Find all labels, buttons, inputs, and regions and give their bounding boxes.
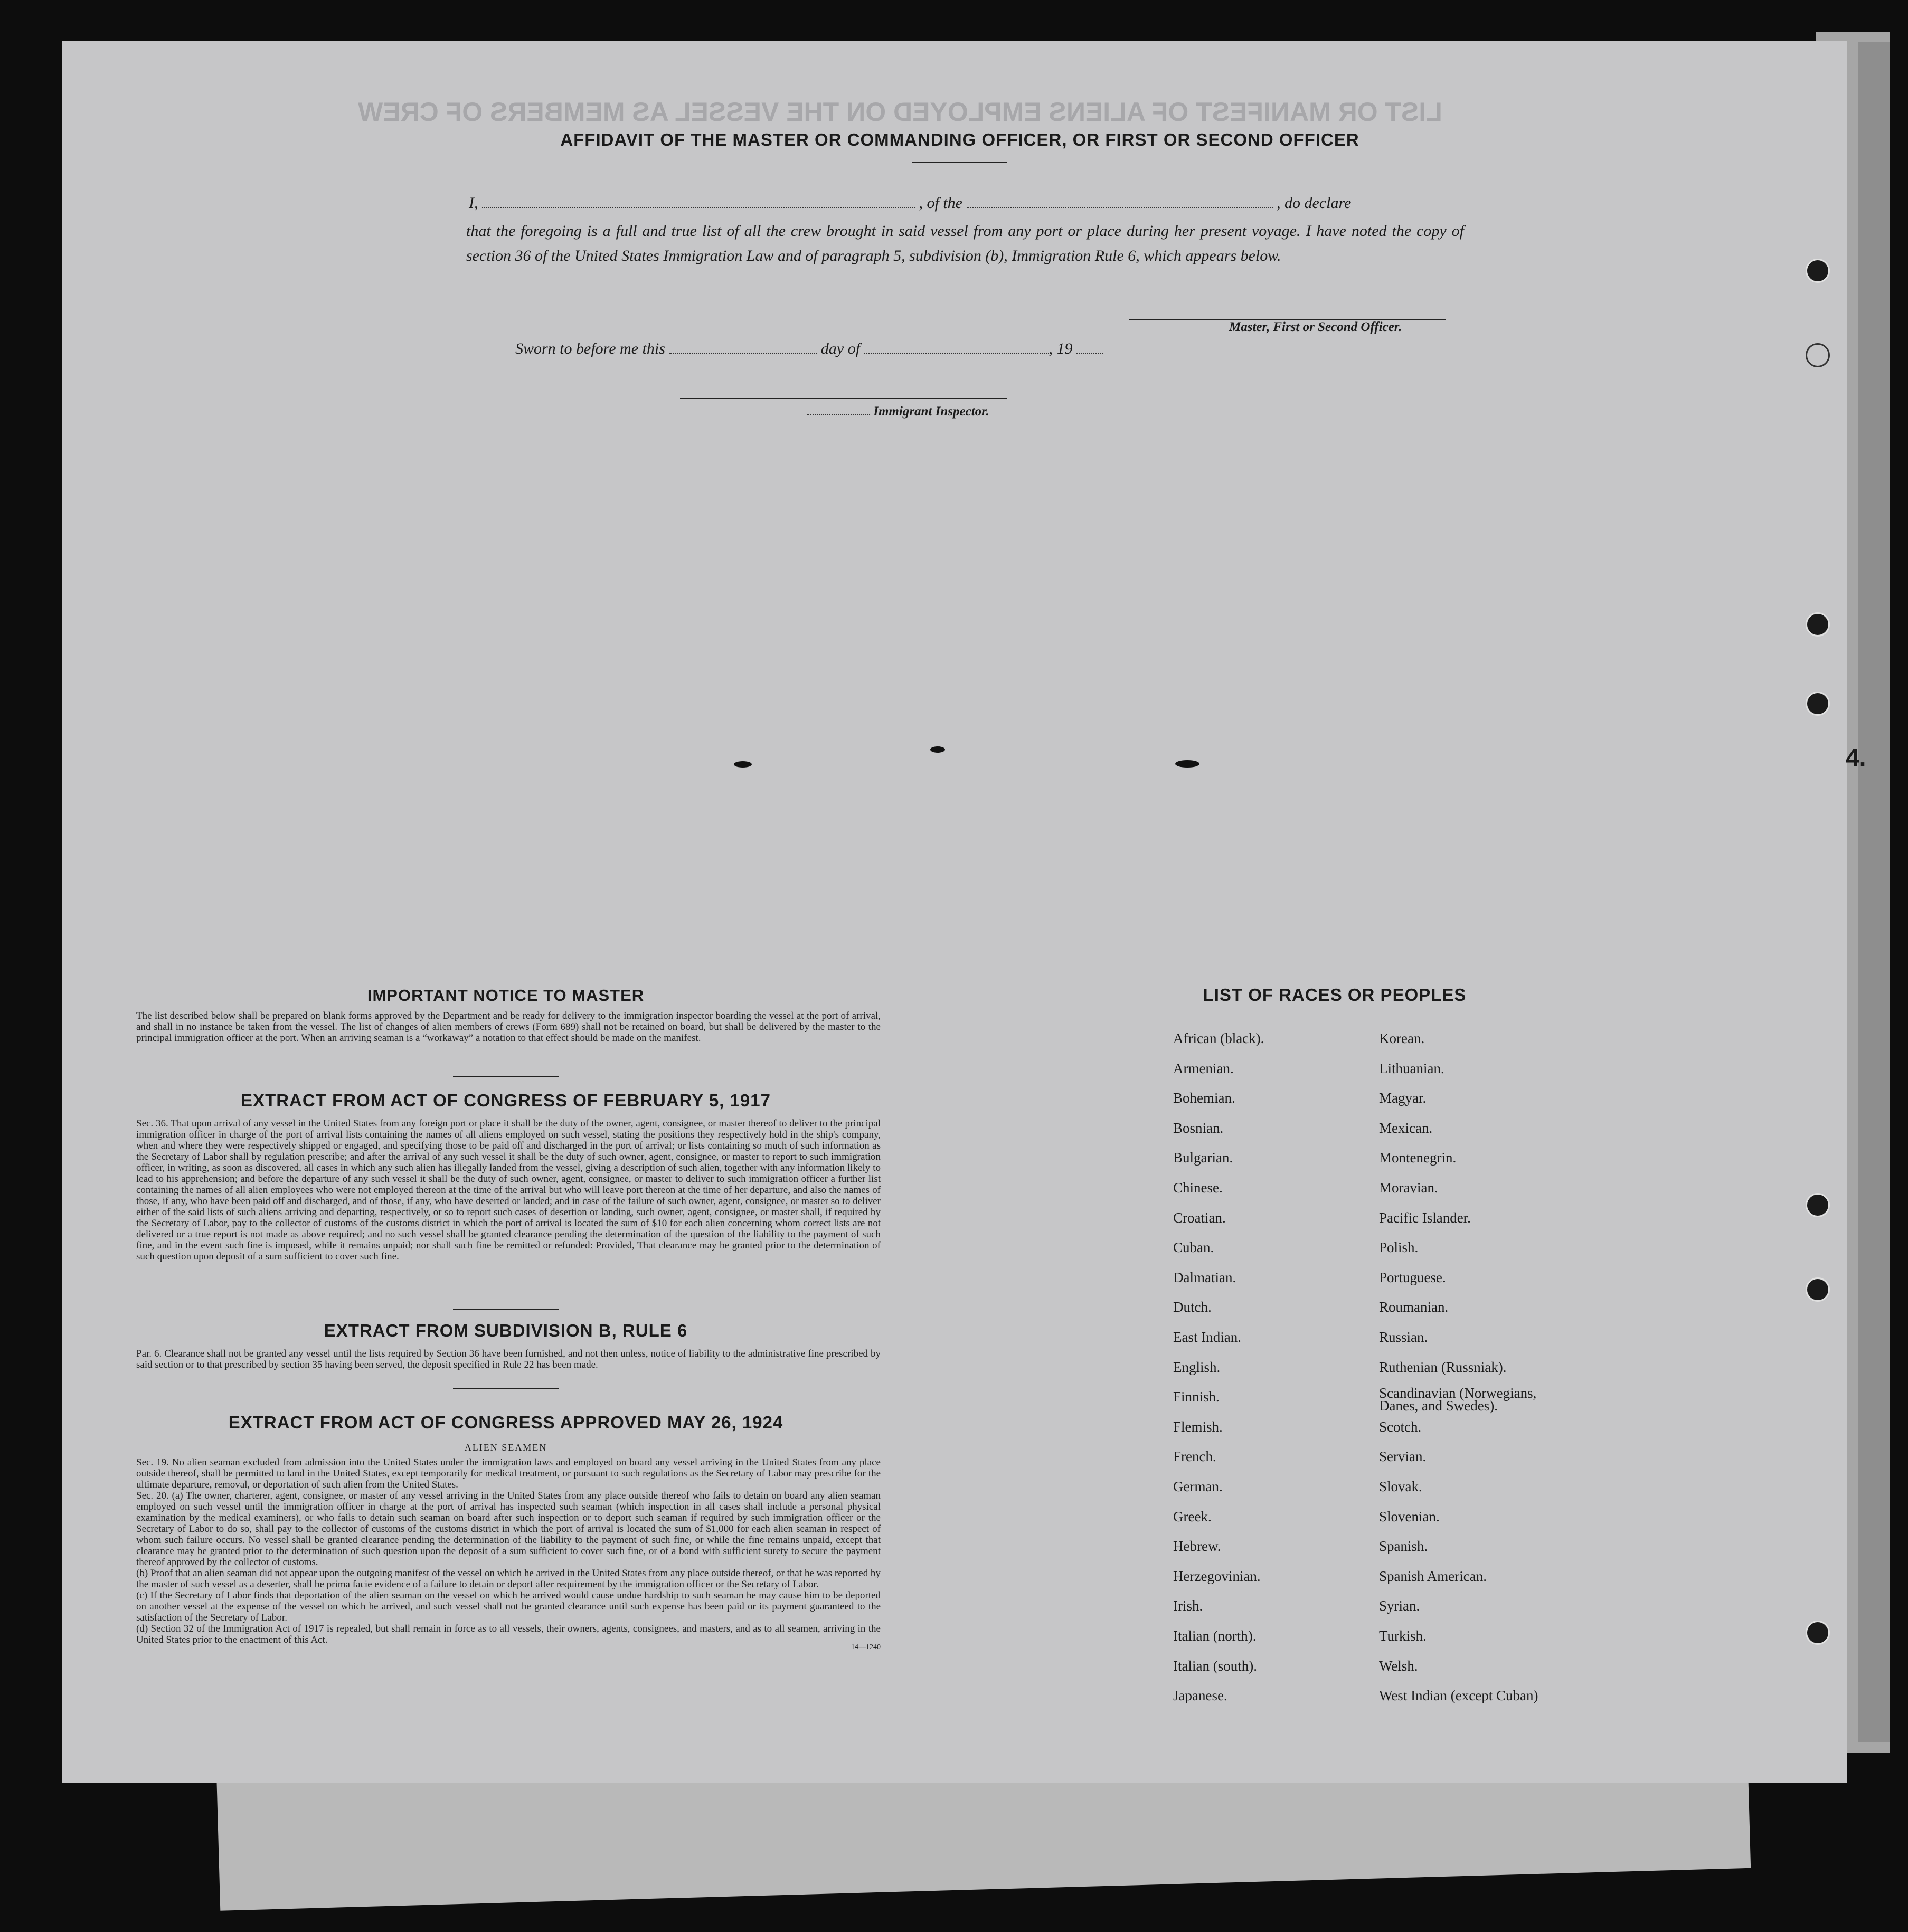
- section-rule: [453, 1388, 559, 1389]
- side-sheet-edge-dark: [1858, 42, 1890, 1742]
- race-item: Herzegovinian.: [1173, 1568, 1261, 1584]
- races-title: LIST OF RACES OR PEOPLES: [1203, 985, 1467, 1005]
- race-item: East Indian.: [1173, 1329, 1241, 1345]
- race-item: Cuban.: [1173, 1239, 1214, 1256]
- race-item: German.: [1173, 1479, 1223, 1494]
- race-item: Lithuanian.: [1379, 1060, 1444, 1076]
- race-item: Slovenian.: [1379, 1508, 1440, 1524]
- race-item: Spanish American.: [1379, 1568, 1487, 1584]
- affidavit-body: that the foregoing is a full and true list of all the crew brought in said vessel from any port or place during her present voyage. I have noted the copy of section 36 of the United States Immigration Law and of paragraph 5, subdivision (b), Immigration Rule 6, which appears below.: [466, 222, 1464, 264]
- form-number: 14—1240: [851, 1643, 881, 1651]
- race-item: Syrian.: [1379, 1598, 1420, 1614]
- race-item: French.: [1173, 1448, 1216, 1465]
- inspector-label-text: Immigrant Inspector.: [873, 404, 989, 419]
- i-label: I,: [469, 194, 478, 212]
- sec-19-text: Sec. 19. No alien seaman excluded from admission into the United States under the immigration laws and employed on board any vessel arriving in the United States from any place outside thereof, shall be permitted to land in the United States, except temporarily for medical treatment, or pursuant to such regulations as the Secretary of Labor may prescribe for the ultimate departure, removal, or deportation of such alien from the United States.: [136, 1457, 881, 1490]
- sworn-day-fill-line: [669, 353, 817, 354]
- master-signature-label: Master, First or Second Officer.: [1229, 320, 1402, 334]
- race-item: Dalmatian.: [1173, 1269, 1236, 1285]
- year-label: , 19: [1049, 340, 1073, 357]
- extract-1924-subtitle: ALIEN SEAMEN: [464, 1442, 547, 1453]
- sworn-month-fill-line: [864, 353, 1049, 354]
- extract-rule6-text: Par. 6. Clearance shall not be granted any vessel until the lists required by Section 36 have been furnished, and not then unless, notice of liability to the administrative fine prescribed by said section or to that prescribed by section 35 having been served, the deposit specified in Rule 22 has been made.: [136, 1348, 881, 1370]
- race-item: Turkish.: [1379, 1628, 1427, 1644]
- notice-text: The list described below shall be prepared on blank forms approved by the Department and be ready for delivery to the immigration inspector boarding the vessel at the port of arrival, and shall in no instance be taken from the vessel. The list of changes of alien members of crews (Form 689) shall not be retained on board, but shall be delivered by the master to the principal immigration officer at the port. When an arriving seaman is a “workaway” a notation to that effect should be made on the manifest.: [136, 1010, 881, 1044]
- race-item: Spanish.: [1379, 1538, 1428, 1555]
- punch-mark: [1175, 760, 1199, 768]
- binder-hole: [1806, 1193, 1830, 1217]
- binder-hole: [1806, 1277, 1830, 1302]
- race-item: Montenegrin.: [1379, 1150, 1457, 1166]
- binder-hole: [1806, 612, 1830, 637]
- punch-mark: [734, 761, 752, 768]
- race-item: Italian (north).: [1173, 1628, 1257, 1644]
- day-of-label: day of: [820, 340, 861, 357]
- document-page: [62, 41, 1866, 1783]
- sec-20a-text: Sec. 20. (a) The owner, charterer, agent, consignee, or master of any vessel arriving in the United States from any place outside thereof who fails to detain on board any alien seaman employed on such vessel until the immigration officer in charge at the port of arrival has inspected such seaman (which inspection in all cases shall include a personal physical examination by the medical examiners), or who fails to detain such seaman on board after such inspection or to deport such seaman if required by such immigration officer or the Secretary of Labor to do so, shall pay to the collector of customs of the customs district in which the port of arrival is located the sum of $1,000 for each alien seaman in respect of whom such failure occurs. No vessel shall be granted clearance pending the determination of the liability to the payment of such fine, or while the fine remains unpaid, except that clearance may be granted prior to the determination of such question upon the deposit of a sum sufficient to cover such fine, or of a bond with sufficient surety to secure the payment thereof approved by the collector of customs.: [136, 1490, 881, 1568]
- section-rule: [453, 1076, 559, 1077]
- race-item: English.: [1173, 1359, 1221, 1375]
- title-rule: [912, 162, 1007, 163]
- race-item: Pacific Islander.: [1379, 1209, 1471, 1226]
- extract-1917-text: Sec. 36. That upon arrival of any vessel in the United States from any foreign port or place it shall be the duty of the owner, agent, consignee, or master thereof to deliver to the principal immigration officer in charge of the port of arrival lists containing the names of all aliens employed on such vessel, stating the positions they respectively hold in the ship's company, when and where they were respectively shipped or engaged, and specifying those to be paid off and discharged in the port of arrival; or lists containing so much of such information as the Secretary of Labor shall by regulation prescribe; and after the arrival of any such vessel it shall be the duty of such owner, agent, consignee, or master to report to such immigration officer, in writing, as soon as discovered, all cases in which any such alien has illegally landed from the vessel, giving a description of such alien, together with any information likely to lead to his apprehension; and before the departure of any such vessel it shall be the duty of such owner, agent, consignee, or master to deliver to such immigration officer a further list containing the names of all alien employees who were not employed thereon at the time of the arrival but who will leave port thereon at the time of her departure, and also the names of those, if any, who have been paid off and discharged, and of those, if any, who have deserted or landed; and in case of the failure of such owner, agent, consignee, or master so to deliver either of the said lists of such aliens arriving and departing, respectively, or so to report such cases of desertion or landing, such owner, agent, consignee, or master shall, if required by the Secretary of Labor, pay to the collector of customs of the customs district in which the port of arrival is located the sum of $10 for each alien concerning whom correct lists are not delivered or a true report is not made as above required; and no such vessel shall be granted clearance pending the determination of the question of the liability to the payment of such fine, and in the event such fine is imposed, while it remains unpaid; nor shall such fine be remitted or refunded: Provided, That clearance may be granted prior to the determination of such question upon deposit of a sum sufficient to cover such fine.: [136, 1118, 881, 1262]
- race-item: Roumanian.: [1379, 1299, 1449, 1315]
- race-item: Scotch.: [1379, 1418, 1422, 1435]
- name-fill-line: [482, 207, 915, 208]
- race-item: Italian (south).: [1173, 1658, 1257, 1674]
- extract-rule6-title: EXTRACT FROM SUBDIVISION B, RULE 6: [324, 1321, 688, 1340]
- extract-1924-body: [136, 1457, 881, 1652]
- race-item: Moravian.: [1379, 1180, 1438, 1196]
- race-item: Russian.: [1379, 1329, 1428, 1345]
- declaration-line: [469, 194, 1419, 212]
- race-item: Bosnian.: [1173, 1120, 1224, 1136]
- sec-20b-text: (b) Proof that an alien seaman did not appear upon the outgoing manifest of the vessel on which he arrived in the United States from any place outside thereof, or that he was reported by the master of such vessel as a deserter, shall be prima facie evidence of a failure to detain or deport after requirement by the immigration officer or the Secretary of Labor.: [136, 1568, 881, 1590]
- margin-mark: 4.: [1846, 744, 1866, 771]
- section-rule: [453, 1309, 559, 1310]
- race-item: Armenian.: [1173, 1060, 1234, 1076]
- race-item: Welsh.: [1379, 1658, 1418, 1674]
- race-item: Bulgarian.: [1173, 1150, 1233, 1166]
- race-item: Ruthenian (Russniak).: [1379, 1359, 1507, 1375]
- race-item: Croatian.: [1173, 1209, 1226, 1226]
- race-item: Japanese.: [1173, 1688, 1227, 1704]
- inspector-signature-line: [680, 398, 1007, 399]
- race-item: Slovak.: [1379, 1479, 1422, 1494]
- notice-title: IMPORTANT NOTICE TO MASTER: [367, 986, 645, 1005]
- punch-mark: [930, 746, 945, 753]
- declare-label: , do declare: [1277, 194, 1352, 212]
- extract-1917-title: EXTRACT FROM ACT OF CONGRESS OF FEBRUARY 5, 1917: [241, 1091, 771, 1110]
- sworn-label: Sworn to before me this: [515, 340, 665, 357]
- race-item: Greek.: [1173, 1508, 1212, 1524]
- race-item: West Indian (except Cuban): [1379, 1688, 1538, 1704]
- race-item: Korean.: [1379, 1030, 1425, 1046]
- race-item: Dutch.: [1173, 1299, 1212, 1315]
- binder-hole: [1806, 259, 1830, 283]
- race-item: African (black).: [1173, 1030, 1264, 1046]
- race-item: Portuguese.: [1379, 1269, 1446, 1285]
- race-item: Hebrew.: [1173, 1538, 1221, 1555]
- race-item: Magyar.: [1379, 1090, 1427, 1106]
- binder-hole: [1806, 343, 1830, 367]
- race-item: Flemish.: [1173, 1418, 1223, 1435]
- binder-hole: [1806, 1621, 1830, 1645]
- sworn-year-fill-line: [1076, 353, 1103, 354]
- race-item: Finnish.: [1173, 1389, 1220, 1405]
- race-item: Mexican.: [1379, 1120, 1433, 1136]
- race-item: Polish.: [1379, 1239, 1419, 1256]
- inspector-fill-line: [807, 414, 870, 415]
- affidavit-title: AFFIDAVIT OF THE MASTER OR COMMANDING OFFICER, OR FIRST OR SECOND OFFICER: [560, 130, 1359, 149]
- extract-1924-title: EXTRACT FROM ACT OF CONGRESS APPROVED MAY 26, 1924: [228, 1413, 783, 1432]
- of-the-label: , of the: [919, 194, 962, 212]
- race-item: Bohemian.: [1173, 1090, 1235, 1106]
- race-item: Chinese.: [1173, 1180, 1223, 1196]
- sworn-line: [515, 340, 1103, 358]
- vessel-fill-line: [967, 207, 1273, 208]
- sec-20d-text: (d) Section 32 of the Immigration Act of 1917 is repealed, but shall remain in force as to all vessels, their owners, agents, consignees, and masters, and as to all seamen, arriving in the United States prior to the enactment of this Act.: [136, 1623, 881, 1645]
- race-item: Irish.: [1173, 1598, 1203, 1614]
- race-item: Servian.: [1379, 1448, 1427, 1465]
- binder-hole: [1806, 692, 1830, 716]
- sec-20c-text: (c) If the Secretary of Labor finds that deportation of the alien seaman on the vessel on which he arrived would cause undue hardship to such seaman he may cause him to be deported on another vessel at the expense of the vessel on which he arrived, and such vessel shall not be granted clearance until such expense has been paid or its payment guaranteed to the satisfaction of the Secretary of Labor.: [136, 1590, 881, 1623]
- inspector-label: [807, 404, 989, 419]
- race-item: Scandinavian (Norwegians, Danes, and Swedes).: [1379, 1385, 1537, 1414]
- bleed-through-header: LIST OR MANIFEST OF ALIENS EMPLOYED ON THE VESSEL AS MEMBERS OF CREW: [358, 97, 1442, 127]
